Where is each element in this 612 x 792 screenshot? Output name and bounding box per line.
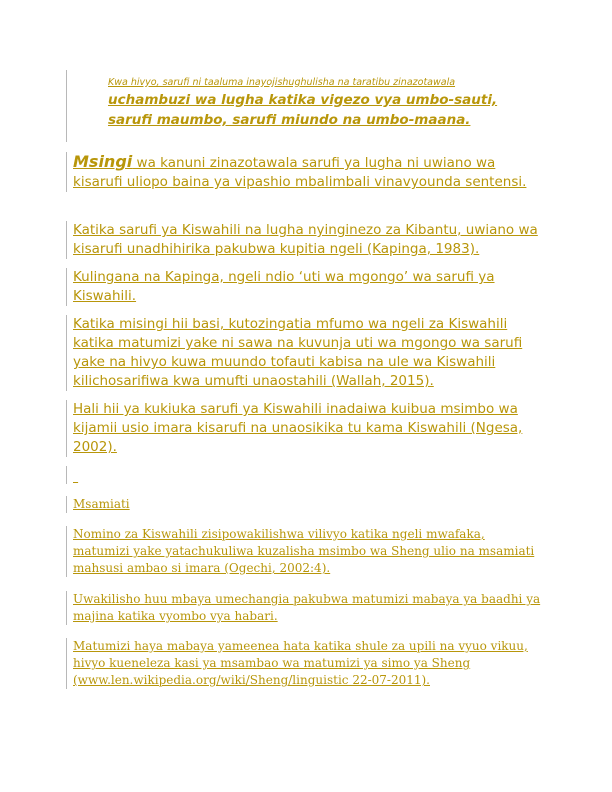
paragraph-1 bbox=[66, 152, 542, 192]
section-paragraph-1: Nomino za Kiswahili zisipowakilishwa vilivyo katika ngeli mwafaka, matumizi yake yatachukuliwa kuzalisha msimbo wa Sheng ulio na msamiati mahsusi ambao si imara (Ogechi, 2002:4). bbox=[66, 526, 542, 577]
paragraph-2: Katika sarufi ya Kiswahili na lugha nyinginezo za Kibantu, uwiano wa kisarufi unadhihirika pakubwa kupitia ngeli (Kapinga, 1983). bbox=[66, 221, 542, 259]
quote-intro: Kwa hivyo, sarufi ni taaluma inayojishughulisha na taratibu zinazotawala bbox=[108, 77, 456, 88]
paragraph-3: Kulingana na Kapinga, ngeli ndio ‘uti wa mgongo’ wa sarufi ya Kiswahili. bbox=[66, 268, 542, 306]
empty-paragraph bbox=[66, 466, 86, 484]
paragraph-1-lead: Msingi bbox=[73, 152, 133, 171]
section-paragraph-3: Matumizi haya mabaya yameenea hata katika shule za upili na vyuo vikuu, hivyo kueneleza kasi ya msambao wa matumizi ya simo ya Sheng (www.len.wikipedia.org/wiki/Sheng/linguistic 22-07-2011). bbox=[66, 638, 542, 689]
paragraph-4: Katika misingi hii basi, kutozingatia mfumo wa ngeli za Kiswahili katika matumizi yake ni sawa na kuvunja uti wa mgongo wa sarufi yake na hivyo kuwa muundo tofauti kabisa na ule wa Kiswahili kilichosarifiwa kwa umufti unaostahili (Wallah, 2015). bbox=[66, 315, 542, 391]
quote-emphasis: uchambuzi wa lugha katika vigezo vya umbo-sauti, sarufi maumbo, sarufi miundo na umbo-maana. bbox=[108, 92, 498, 128]
section-heading: Msamiati bbox=[66, 496, 542, 513]
paragraph-1-text: wa kanuni zinazotawala sarufi ya lugha ni uwiano wa kisarufi uliopo baina ya vipashio mbalimbali vinavyounda sentensi. bbox=[73, 155, 527, 190]
paragraph-5: Hali hii ya kukiuka sarufi ya Kiswahili inadaiwa kuibua msimbo wa kijamii usio imara kisarufi na unaosikika tu kama Kiswahili (Ngesa, 2002). bbox=[66, 400, 542, 457]
section-paragraph-2: Uwakilisho huu mbaya umechangia pakubwa matumizi mabaya ya baadhi ya majina katika vyombo vya habari. bbox=[66, 591, 542, 625]
block-quote bbox=[66, 70, 536, 142]
